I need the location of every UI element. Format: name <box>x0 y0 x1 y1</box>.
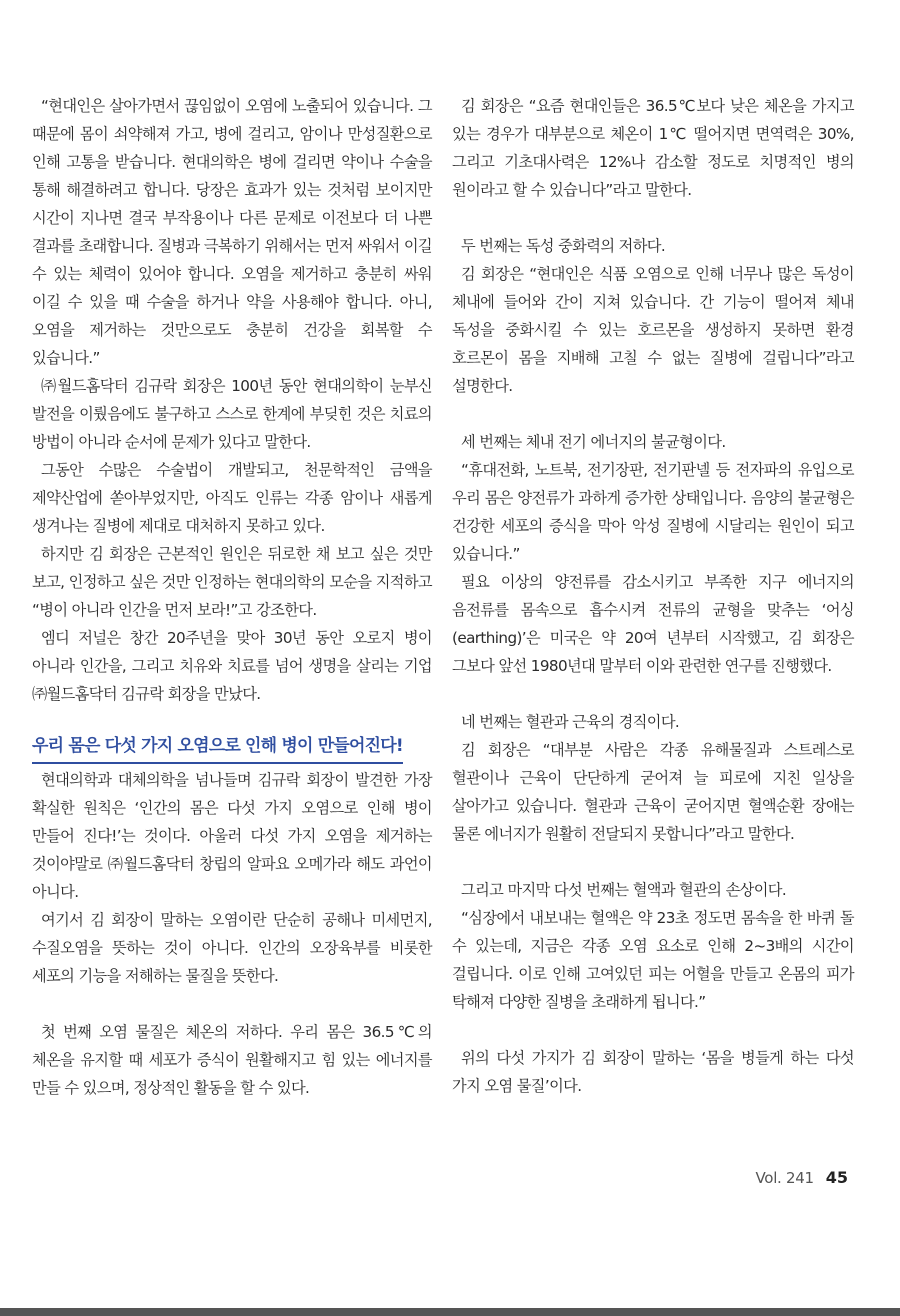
body-paragraph: “휴대전화, 노트북, 전기장판, 전기판넬 등 전자파의 유입으로 우리 몸은 양전류가 과하게 증가한 상태입니다. 음양의 불균형은 건강한 세포의 증식을 막아 악성 질병에 시달리는 원인이 되고 있습니다.” <box>452 461 854 563</box>
page-footer <box>756 1168 848 1187</box>
body-paragraph: 두 번째는 독성 중화력의 저하다. <box>461 237 666 255</box>
body-paragraph: 김 회장은 “대부분 사람은 각종 유해물질과 스트레스로 혈관이나 근육이 단단하게 굳어져 늘 피로에 지친 일상을 살아가고 있습니다. 혈관과 근육이 굳어지면 혈액순환 장애는 물론 에너지가 원활히 전달되지 못합니다”라고 말한다. <box>452 741 854 843</box>
spacer <box>452 400 854 428</box>
body-paragraph: 엠디 저널은 창간 20주년을 맞아 30년 동안 오로지 병이 아니라 인간을, 그리고 치유와 치료를 넘어 생명을 살리는 기업 ㈜월드홈닥터 김규락 회장을 만났다. <box>32 629 432 703</box>
body-paragraph: “심장에서 내보내는 혈액은 약 23초 정도면 몸속을 한 바퀴 돌 수 있는데, 지금은 각종 오염 요소로 인해 2~3배의 시간이 걸립니다. 이로 인해 고여있던 피는 어혈을 만들고 온몸의 피가 탁해져 다양한 질병을 초래하게 됩니다.” <box>452 909 854 1011</box>
volume-label: Vol. 241 <box>755 1169 814 1187</box>
spacer <box>452 848 854 876</box>
body-paragraph: ㈜월드홈닥터 김규락 회장은 100년 동안 현대의학이 눈부신 발전을 이뤘음에도 불구하고 스스로 한계에 부딪힌 것은 치료의 방법이 아니라 순서에 문제가 있다고 말한다. <box>32 377 432 451</box>
body-paragraph: 세 번째는 체내 전기 에너지의 불균형이다. <box>461 433 726 451</box>
spacer <box>452 204 854 232</box>
body-paragraph: 네 번째는 혈관과 근육의 경직이다. <box>461 713 680 731</box>
spacer <box>452 680 854 708</box>
page-number: 45 <box>825 1168 848 1187</box>
body-paragraph: 김 회장은 “요즘 현대인들은 36.5℃보다 낮은 체온을 가지고 있는 경우가 대부분으로 체온이 1℃ 떨어지면 면역력은 30%, 그리고 기초대사력은 12%나 감소할 정도로 치명적인 병의 원이라고 할 수 있습니다”라고 말한다. <box>452 97 854 199</box>
body-paragraph: 첫 번째 오염 물질은 체온의 저하다. 우리 몸은 36.5℃의 체온을 유지할 때 세포가 증식이 원활해지고 힘 있는 에너지를 만들 수 있으며, 정상적인 활동을 할 수 있다. <box>32 1023 432 1097</box>
body-paragraph: 그동안 수많은 수술법이 개발되고, 천문학적인 금액을 제약산업에 쏟아부었지만, 아직도 인류는 각종 암이나 새롭게 생겨나는 질병에 제대로 대처하지 못하고 있다. <box>32 461 432 535</box>
body-paragraph: 필요 이상의 양전류를 감소시키고 부족한 지구 에너지의 음전류를 몸속으로 흡수시켜 전류의 균형을 맞추는 ‘어싱(earthing)’은 미국은 약 20여 년부터 시작했고, 김 회장은 그보다 앞선 1980년대 말부터 이와 관련한 연구를 진행했다. <box>452 573 854 675</box>
body-paragraph: 그리고 마지막 다섯 번째는 혈액과 혈관의 손상이다. <box>461 881 787 899</box>
body-paragraph: 여기서 김 회장이 말하는 오염이란 단순히 공해나 미세먼지, 수질오염을 뜻하는 것이 아니다. 인간의 오장육부를 비롯한 세포의 기능을 저해하는 물질을 뜻한다. <box>32 911 432 985</box>
spacer <box>32 708 432 722</box>
spacer <box>452 1016 854 1044</box>
body-paragraph: 위의 다섯 가지가 김 회장이 말하는 ‘몸을 병들게 하는 다섯 가지 오염 물질’이다. <box>452 1049 854 1095</box>
quote-paragraph: “현대인은 살아가면서 끊임없이 오염에 노출되어 있습니다. 그 때문에 몸이 쇠약해져 가고, 병에 걸리고, 암이나 만성질환으로 인해 고통을 받습니다. 현대의학은 병에 걸리면 약이나 수술을 통해 해결하려고 합니다. 당장은 효과가 있는 것처럼 보이지만 시간이 지나면 결국 부작용이나 다른 문제로 이전보다 더 나쁜 결과를 초래합니다. 질병과 극복하기 위해서는 먼저 싸워서 이길 수 있는 체력이 있어야 합니다. 오염을 제거하고 충분히 싸워 이길 수 있을 때 수술을 하거나 약을 사용해야 합니다. 아니, 오염을 제거하는 것만으로도 충분히 건강을 회복할 수 있습니다.” <box>32 97 432 367</box>
body-paragraph: 김 회장은 “현대인은 식품 오염으로 인해 너무나 많은 독성이 체내에 들어와 간이 지쳐 있습니다. 간 기능이 떨어져 체내 독성을 중화시킬 수 있는 호르몬을 생성하지 못하면 환경 호르몬이 몸을 지배해 고칠 수 없는 질병에 걸립니다”라고 설명한다. <box>452 265 854 395</box>
left-column <box>32 92 432 1102</box>
spacer <box>32 990 432 1018</box>
bottom-edge-bar <box>0 1308 900 1316</box>
right-column <box>452 92 854 1100</box>
body-paragraph: 하지만 김 회장은 근본적인 원인은 뒤로한 채 보고 싶은 것만 보고, 인정하고 싶은 것만 인정하는 현대의학의 모순을 지적하고 “병이 아니라 인간을 먼저 보라!”고 강조한다. <box>32 545 432 619</box>
section-heading: 우리 몸은 다섯 가지 오염으로 인해 병이 만들어진다! <box>32 732 403 764</box>
body-paragraph: 현대의학과 대체의학을 넘나들며 김규락 회장이 발견한 가장 확실한 원칙은 ‘인간의 몸은 다섯 가지 오염으로 인해 병이 만들어 진다!’는 것이다. 아울러 다섯 가지 오염을 제거하는 것이야말로 ㈜월드홈닥터 창립의 알파요 오메가라 해도 과언이 아니다. <box>32 771 432 901</box>
